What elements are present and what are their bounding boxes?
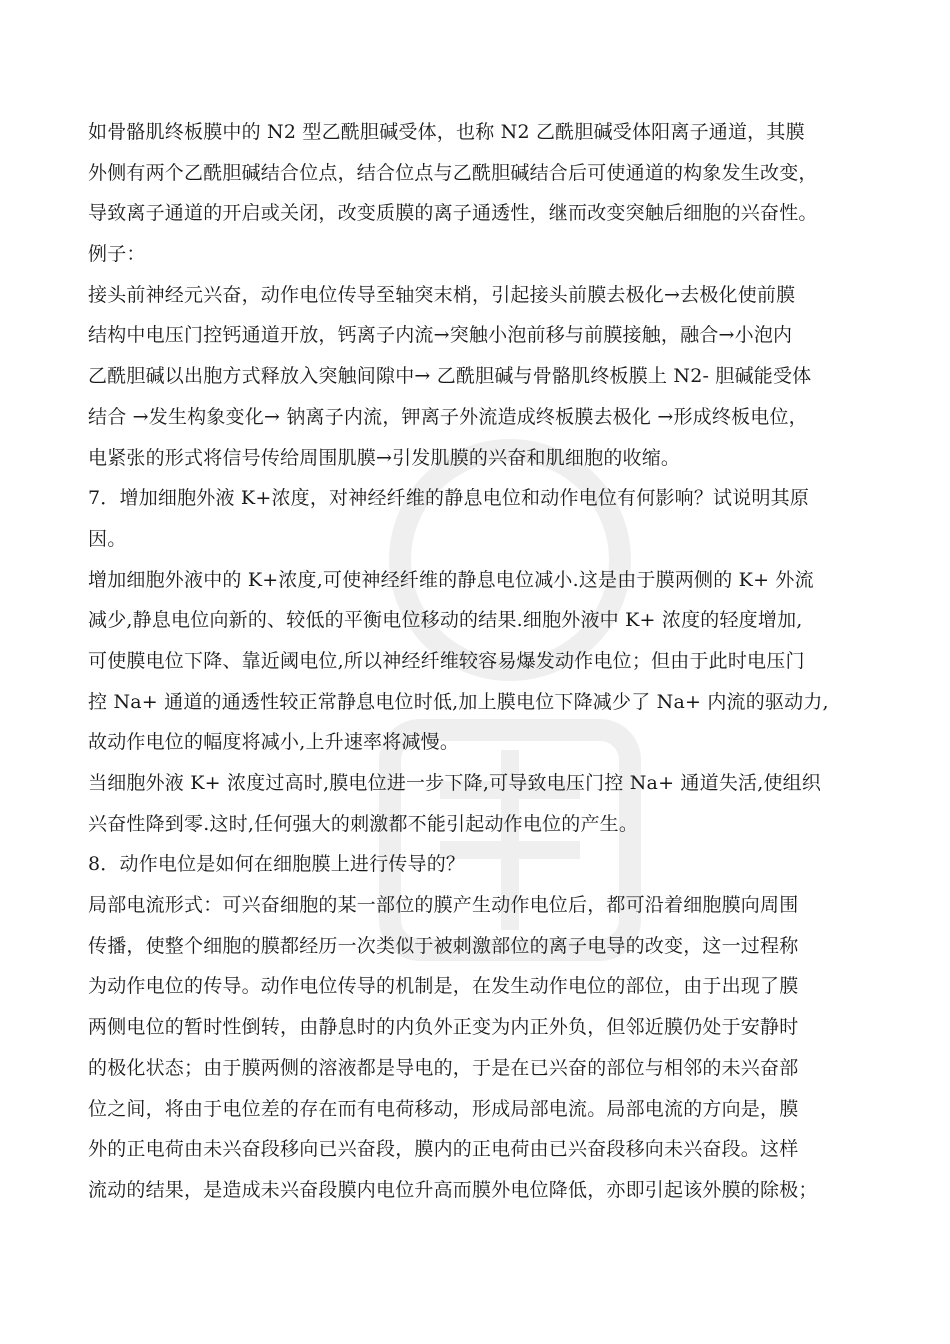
text-line: 传播，使整个细胞的膜都经历一次类似于被刺激部位的离子电导的改变，这一过程称 (88, 934, 799, 957)
text-line: 为动作电位的传导。动作电位传导的机制是，在发生动作电位的部位，由于出现了膜 (88, 975, 799, 998)
text-line: 两侧电位的暂时性倒转，由静息时的内负外正变为内正外负，但邻近膜仍处于安静时 (88, 1016, 799, 1039)
text-line: 减少,静息电位向新的、较低的平衡电位移动的结果.细胞外液中 K+ 浓度的轻度增加, (88, 609, 803, 632)
text-line: 接头前神经元兴奋，动作电位传导至轴突末梢，引起接头前膜去极化→去极化使前膜 (88, 283, 796, 306)
text-line: 如骨骼肌终板膜中的 N2 型乙酰胆碱受体，也称 N2 乙酰胆碱受体阳离子通道，其膜 (88, 121, 805, 143)
text-line: 结合 →发生构象变化→ 钠离子内流，钾离子外流造成终板膜去极化 →形成终板电位， (88, 405, 808, 428)
text-line: 因。 (88, 527, 127, 550)
text-line: 的极化状态；由于膜两侧的溶液都是导电的，于是在已兴奋的部位与相邻的未兴奋部 (88, 1056, 799, 1079)
document-body (88, 112, 888, 1211)
text-line: 当细胞外液 K+ 浓度过高时,膜电位进一步下降,可导致电压门控 Na+ 通道失活,使组织 (88, 772, 822, 794)
question-heading-7: 7．增加细胞外液 K+浓度，对神经纤维的静息电位和动作电位有何影响？试说明其原 (88, 487, 810, 510)
text-line: 外的正电荷由未兴奋段移向已兴奋段，膜内的正电荷由已兴奋段移向未兴奋段。这样 (88, 1138, 799, 1161)
text-line: 局部电流形式：可兴奋细胞的某一部位的膜产生动作电位后，都可沿着细胞膜向周围 (88, 894, 799, 917)
text-line: 故动作电位的幅度将减小,上升速率将减慢。 (88, 731, 460, 754)
text-line: 增加细胞外液中的 K+浓度,可使神经纤维的静息电位减小.这是由于膜两侧的 K+ 外流 (88, 568, 814, 591)
text-line: 例子： (88, 243, 146, 266)
text-line: 兴奋性降到零.这时,任何强大的刺激都不能引起动作电位的产生。 (88, 812, 639, 835)
text-line: 流动的结果，是造成未兴奋段膜内电位升高而膜外电位降低，亦即引起该外膜的除极； (88, 1178, 818, 1201)
text-line: 结构中电压门控钙通道开放，钙离子内流→突触小泡前移与前膜接触，融合→小泡内 (88, 324, 793, 347)
question-heading-8: 8．动作电位是如何在细胞膜上进行传导的？ (88, 853, 466, 876)
text-line: 外侧有两个乙酰胆碱结合位点，结合位点与乙酰胆碱结合后可使通道的构象发生改变， (88, 161, 818, 184)
text-line: 导致离子通道的开启或关闭，改变质膜的离子通透性，继而改变突触后细胞的兴奋性。 (88, 202, 818, 225)
text-line: 位之间，将由于电位差的存在而有电荷移动，形成局部电流。局部电流的方向是，膜 (88, 1097, 799, 1120)
text-line: 乙酰胆碱以出胞方式释放入突触间隙中→ 乙酰胆碱与骨骼肌终板膜上 N2- 胆碱能受体 (88, 365, 812, 388)
text-line: 可使膜电位下降、靠近阈电位,所以神经纤维较容易爆发动作电位；但由于此时电压门 (88, 649, 805, 672)
text-line: 控 Na+ 通道的通透性较正常静息电位时低,加上膜电位下降减少了 Na+ 内流的驱动力, (88, 690, 829, 713)
text-line: 电紧张的形式将信号传给周围肌膜→引发肌膜的兴奋和肌细胞的收缩。 (88, 446, 681, 469)
